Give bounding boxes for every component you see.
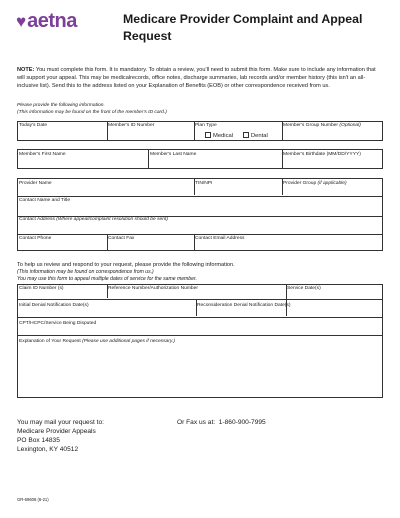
plan-type-options [205,132,268,139]
claim-id-field[interactable]: Claim ID Number (s) [19,286,64,291]
explanation-label: Explanation of Your Request [19,339,81,344]
contact-address-field[interactable] [17,216,170,224]
tin-npi-field[interactable]: TIN/NPI [195,181,213,186]
initial-denial-field[interactable]: Initial Denial Notification Date(s) [19,303,89,308]
todays-date-field[interactable]: Today's Date [19,123,48,128]
request-hint-1: (This information may be found on correspondence from us.) [17,269,154,275]
request-help-text [17,262,235,283]
note-text: You must complete this form. It is mandatory. To obtain a review, you'll need to submit this form. Make sure to include any information that will support your appeal. This may be medicalrecords, office notes, discharge summaries, lab records and/or member history (this isn't an all-inclusive list). Send this to the address listed on your Explanation of Benefits (EOB) or other correspondence received from us. [17,67,376,90]
medical-option[interactable] [205,132,233,139]
first-name-field[interactable]: Member's First Name [19,152,66,157]
contact-fax-field[interactable]: Contact Fax [108,236,135,241]
provider-group-label: Provider Group [283,181,317,186]
fax-label: Or Fax us at: [177,419,216,426]
contact-address-note: (Where appeal/complaint resolution should be sent) [56,217,168,222]
aetna-logo [16,11,77,31]
request-hint-2: You may use this form to appeal multiple dates of service for the same member. [17,276,197,282]
provider-group-note: (if applicable) [317,181,347,186]
form-number: GR-69608 (6-21) [17,497,49,502]
provider-group-field[interactable] [281,180,349,188]
dental-checkbox[interactable] [243,132,249,138]
explanation-note: (Please use additional pages if necessary.) [82,339,175,344]
mail-line-3: PO Box 14835 [17,437,60,444]
group-number-label: Member's Group Number [283,123,339,128]
mail-line-4: Lexington, KY 40512 [17,446,79,453]
birthdate-field[interactable]: Member's Birthdate (MM/DD/YYYY) [283,152,361,157]
fax-number: 1-860-900-7995 [218,419,266,426]
mail-line-2: Medicare Provider Appeals [17,428,96,435]
medical-label: Medical [213,133,233,139]
cpt-hcpc-field[interactable]: CPT/HCPC/Service Being Disputed [19,321,97,326]
last-name-field[interactable]: Member's Last Name [150,152,197,157]
provider-name-field[interactable]: Provider Name [19,181,52,186]
contact-name-field[interactable]: Contact Name and Title [19,198,71,203]
contact-phone-field[interactable]: Contact Phone [19,236,52,241]
plan-type-label: Plan Type [195,123,217,128]
member-hint-2: (This information may be found on the front of the member's ID card.) [17,110,167,115]
note-label: NOTE: [17,67,35,73]
fax-block [177,418,266,427]
member-id-field[interactable]: Member's ID Number [108,123,155,128]
reference-number-field[interactable]: Reference Number/Authorization Number [108,286,198,291]
explanation-field[interactable] [17,338,177,346]
member-hint-1: Please provide the following information. [17,103,105,108]
mail-address-block [17,418,104,454]
logo-text: aetna [27,10,77,32]
service-dates-field[interactable]: Service Date(s) [287,286,321,291]
note-paragraph [17,66,383,91]
dental-option[interactable] [243,132,268,139]
contact-email-field[interactable]: Contact Email Address [195,236,245,241]
reconsideration-denial-field[interactable]: Reconsideration Denial Notification Date(s) [197,303,291,308]
dental-label: Dental [250,133,268,139]
request-intro: To help us review and respond to your request, please provide the following information. [17,262,235,268]
group-number-field[interactable] [281,122,363,130]
mail-line-1: You may mail your request to: [17,419,104,426]
heart-icon: ♥ [16,11,27,31]
contact-address-label: Contact Address [19,217,55,222]
page-title: Medicare Provider Complaint and Appeal Request [123,12,363,43]
group-number-note: (Optional) [339,123,361,128]
medical-checkbox[interactable] [205,132,211,138]
